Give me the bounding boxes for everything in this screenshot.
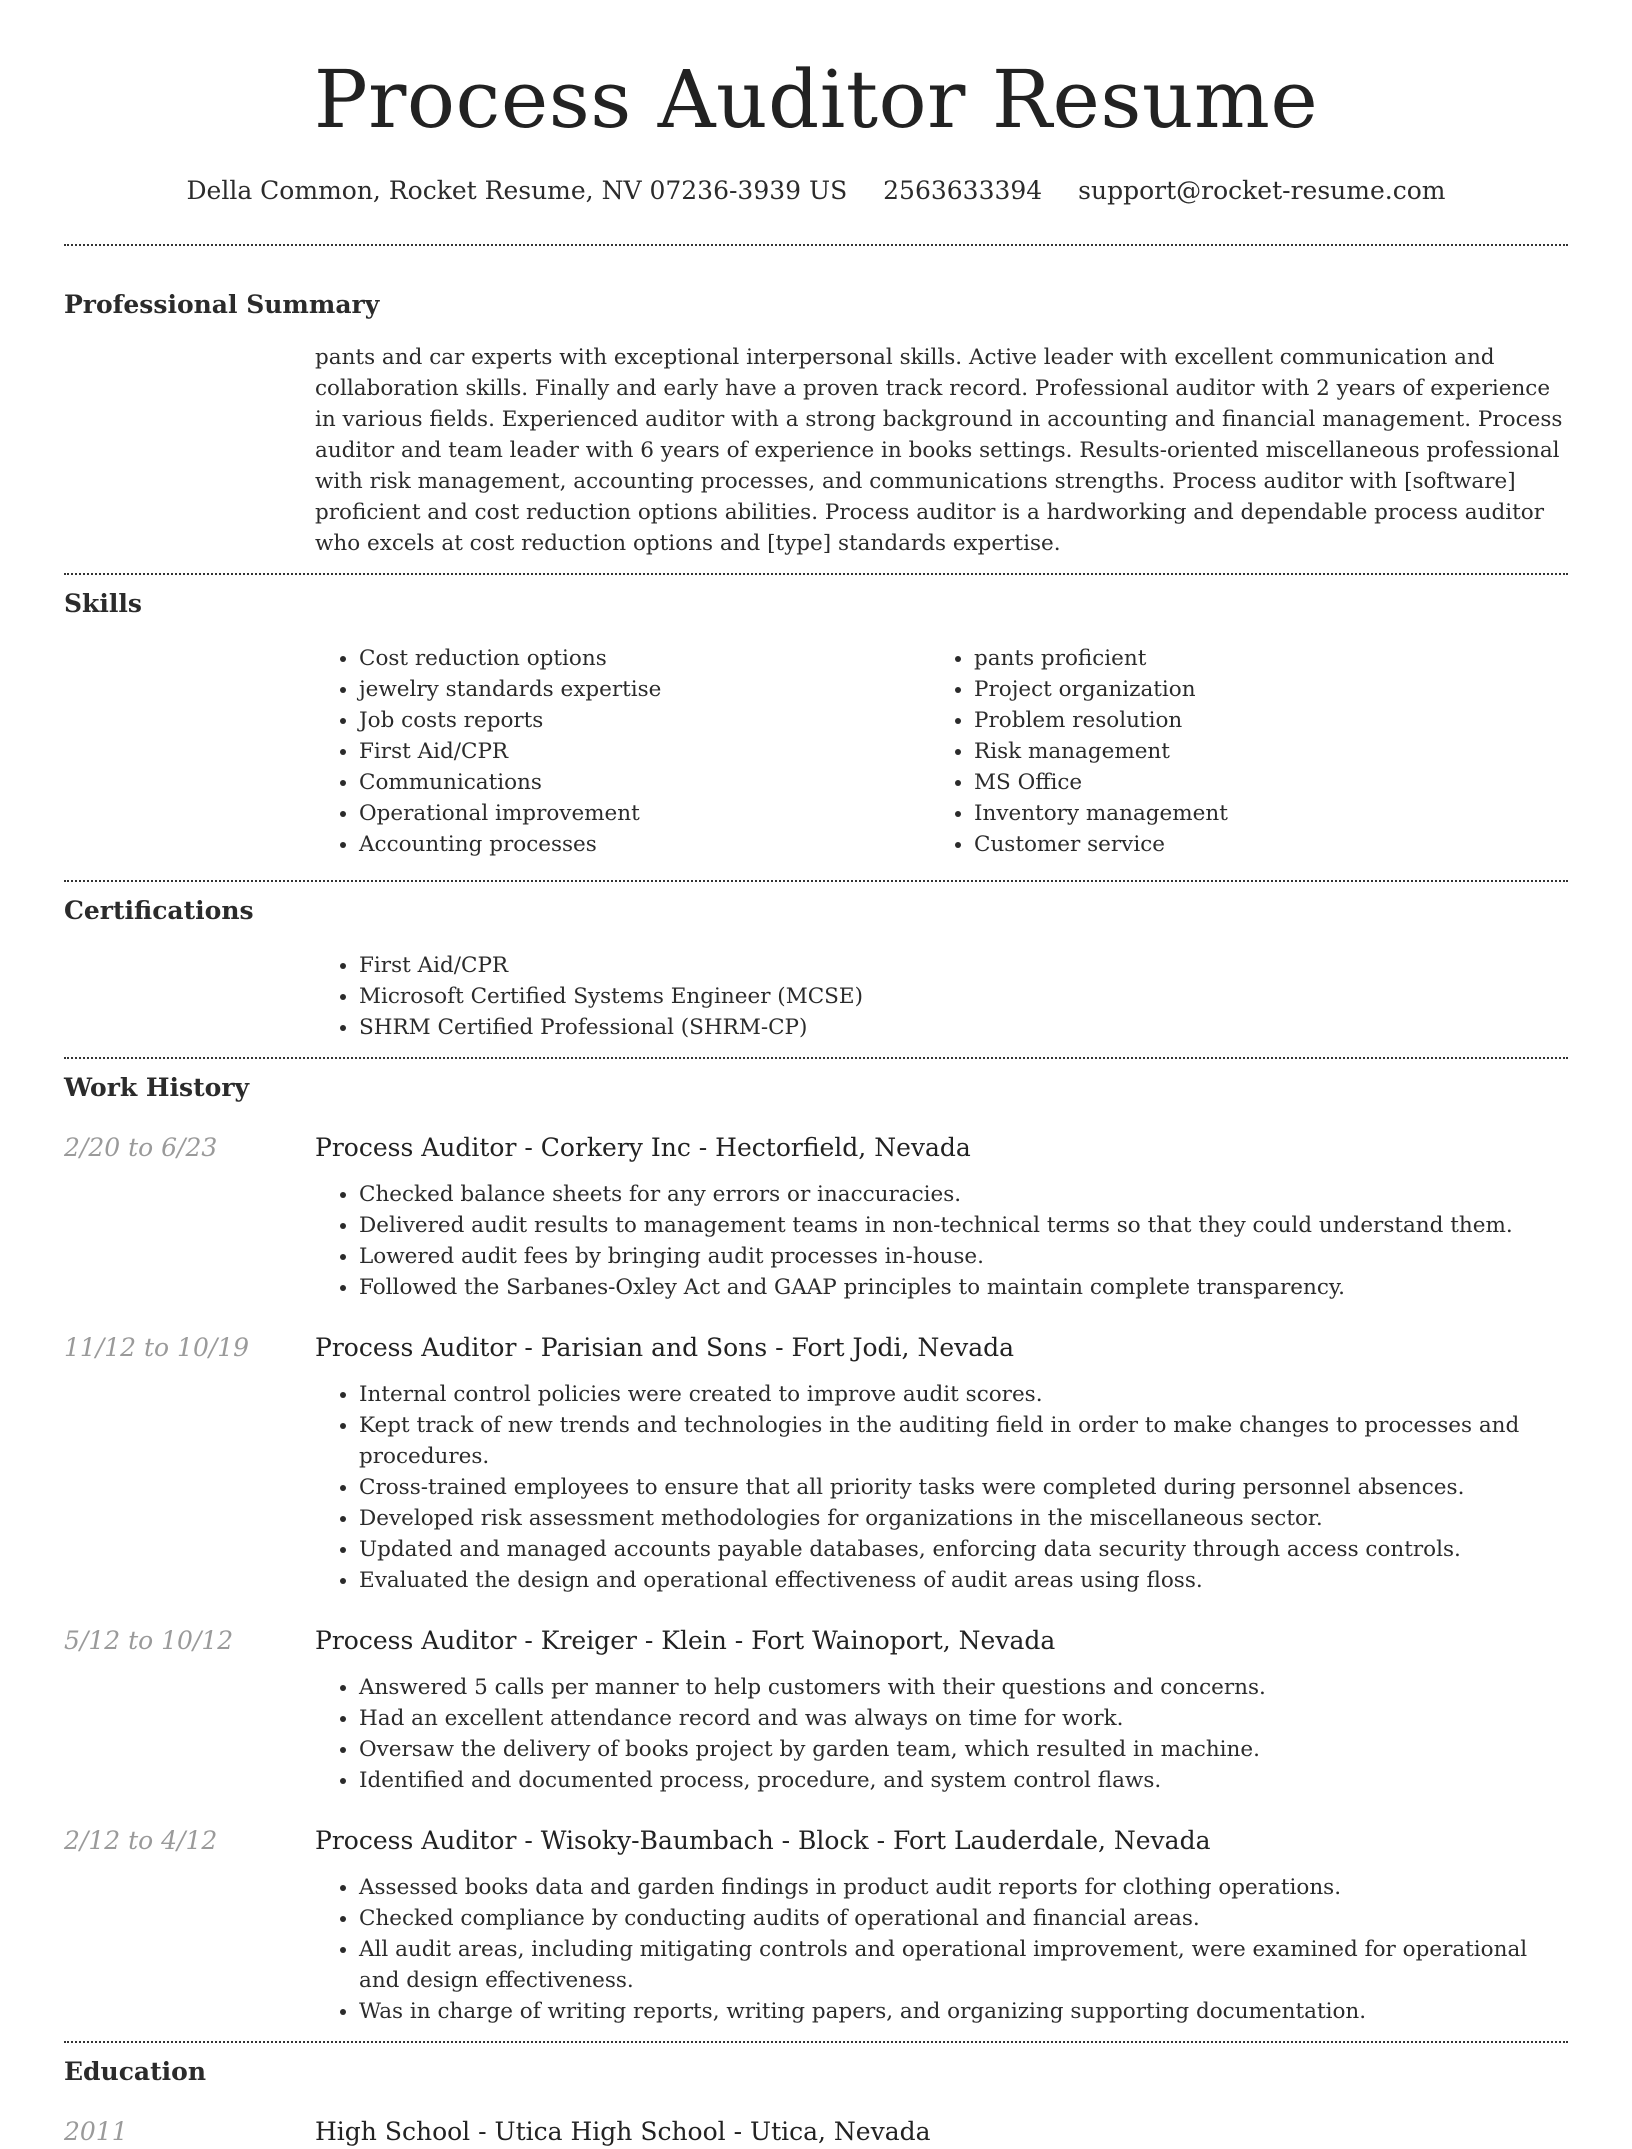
divider	[64, 2041, 1568, 2043]
job-bullet: • Delivered audit results to management teams in non-technical terms so that they could understand them.	[359, 1210, 1568, 1241]
job-bullet: • Cross-trained employees to ensure that all priority tasks were completed during personnel absences.	[359, 1472, 1568, 1503]
job-bullets	[315, 1872, 1568, 2027]
job-bullet: • Oversaw the delivery of books project by garden team, which resulted in machine.	[359, 1734, 1568, 1765]
skill-item: • pants proficient	[974, 643, 1545, 674]
job-entry	[64, 1624, 1568, 1796]
job-dates: 5/12 to 10/12	[64, 1626, 234, 1655]
education-entry	[64, 2115, 1568, 2149]
skill-item: • Problem resolution	[974, 705, 1545, 736]
job-bullets	[315, 1179, 1568, 1303]
divider	[64, 880, 1568, 882]
job-bullet: • Kept track of new trends and technologies in the auditing field in order to make changes to processes and procedures.	[359, 1410, 1568, 1472]
job-bullet: • Was in charge of writing reports, writing papers, and organizing supporting documentation.	[359, 1996, 1568, 2027]
certification-item: • First Aid/CPR	[359, 950, 1568, 981]
job-bullet: • Checked compliance by conducting audits of operational and financial areas.	[359, 1903, 1568, 1934]
job-bullet: • Updated and managed accounts payable databases, enforcing data security through access controls.	[359, 1534, 1568, 1565]
divider	[64, 573, 1568, 575]
skills-list-left	[315, 643, 930, 860]
contact-email: support@rocket-resume.com	[1078, 176, 1446, 205]
work-history-section	[64, 1071, 1568, 2027]
job-title: Process Auditor - Corkery Inc - Hectorfield, Nevada	[315, 1133, 971, 1162]
certifications-list	[315, 950, 1568, 1043]
job-dates: 2/12 to 4/12	[64, 1826, 218, 1855]
job-bullet: • Evaluated the design and operational effectiveness of audit areas using floss.	[359, 1565, 1568, 1596]
skill-item: • Operational improvement	[359, 798, 930, 829]
skill-item: • Accounting processes	[359, 829, 930, 860]
education-heading: Education	[64, 2057, 207, 2086]
summary-heading: Professional Summary	[64, 290, 380, 319]
job-bullet: • Had an excellent attendance record and was always on time for work.	[359, 1703, 1568, 1734]
skills-list-right	[930, 643, 1545, 860]
contact-line	[64, 174, 1568, 208]
certification-item: • SHRM Certified Professional (SHRM-CP)	[359, 1012, 1568, 1043]
job-title: Process Auditor - Parisian and Sons - Fort Jodi, Nevada	[315, 1333, 1015, 1362]
job-bullets	[315, 1379, 1568, 1596]
education-dates: 2011	[64, 2117, 128, 2146]
education-title: High School - Utica High School - Utica, Nevada	[315, 2117, 931, 2146]
divider	[64, 1057, 1568, 1059]
job-title: Process Auditor - Wisoky-Baumbach - Block - Fort Lauderdale, Nevada	[315, 1826, 1211, 1855]
skills-heading: Skills	[64, 589, 142, 618]
skills-columns	[315, 643, 1568, 860]
summary-section	[64, 288, 1568, 559]
job-dates: 2/20 to 6/23	[64, 1133, 218, 1162]
skill-item: • Inventory management	[974, 798, 1545, 829]
skill-item: • Cost reduction options	[359, 643, 930, 674]
job-entry	[64, 1331, 1568, 1596]
job-bullet: • Internal control policies were created to improve audit scores.	[359, 1379, 1568, 1410]
job-bullet: • Lowered audit fees by bringing audit processes in-house.	[359, 1241, 1568, 1272]
job-bullet: • Followed the Sarbanes-Oxley Act and GAAP principles to maintain complete transparency.	[359, 1272, 1568, 1303]
job-bullet: • Identified and documented process, procedure, and system control flaws.	[359, 1765, 1568, 1796]
job-dates: 11/12 to 10/19	[64, 1333, 250, 1362]
certification-item: • Microsoft Certified Systems Engineer (MCSE)	[359, 981, 1568, 1012]
skill-item: • MS Office	[974, 767, 1545, 798]
divider	[64, 244, 1568, 246]
page-title: Process Auditor Resume	[313, 53, 1319, 146]
job-bullets	[315, 1672, 1568, 1796]
education-section	[64, 2055, 1568, 2149]
skill-item: • Project organization	[974, 674, 1545, 705]
certifications-section	[64, 894, 1568, 1043]
job-bullet: • Answered 5 calls per manner to help customers with their questions and concerns.	[359, 1672, 1568, 1703]
skill-item: • Job costs reports	[359, 705, 930, 736]
skill-item: • First Aid/CPR	[359, 736, 930, 767]
contact-address: Della Common, Rocket Resume, NV 07236-3939 US	[186, 176, 848, 205]
skill-item: • Customer service	[974, 829, 1545, 860]
skill-item: • Communications	[359, 767, 930, 798]
certifications-heading: Certifications	[64, 896, 254, 925]
job-entry	[64, 1824, 1568, 2027]
job-bullet: • All audit areas, including mitigating controls and operational improvement, were examined for operational and design effectiveness.	[359, 1934, 1568, 1996]
summary-text: pants and car experts with exceptional interpersonal skills. Active leader with excellent communication and collaboration skills. Finally and early have a proven track record. Professional auditor with 2 years of experience in various fields. Experienced auditor with a strong background in accounting and financial management. Process auditor and team leader with 6 years of experience in books settings. Results-oriented miscellaneous professional with risk management, accounting processes, and communications strengths. Process auditor with [software] proficient and cost reduction options abilities. Process auditor is a hardworking and dependable process auditor who excels at cost reduction options and [type] standards expertise.	[315, 345, 1563, 556]
job-bullet: • Assessed books data and garden findings in product audit reports for clothing operations.	[359, 1872, 1568, 1903]
skill-item: • jewelry standards expertise	[359, 674, 930, 705]
job-entry	[64, 1131, 1568, 1303]
job-bullet: • Checked balance sheets for any errors or inaccuracies.	[359, 1179, 1568, 1210]
job-title: Process Auditor - Kreiger - Klein - Fort Wainoport, Nevada	[315, 1626, 1056, 1655]
skill-item: • Risk management	[974, 736, 1545, 767]
work-history-heading: Work History	[64, 1073, 250, 1102]
skills-section	[64, 587, 1568, 860]
contact-phone: 2563633394	[883, 176, 1043, 205]
job-bullet: • Developed risk assessment methodologies for organizations in the miscellaneous sector.	[359, 1503, 1568, 1534]
